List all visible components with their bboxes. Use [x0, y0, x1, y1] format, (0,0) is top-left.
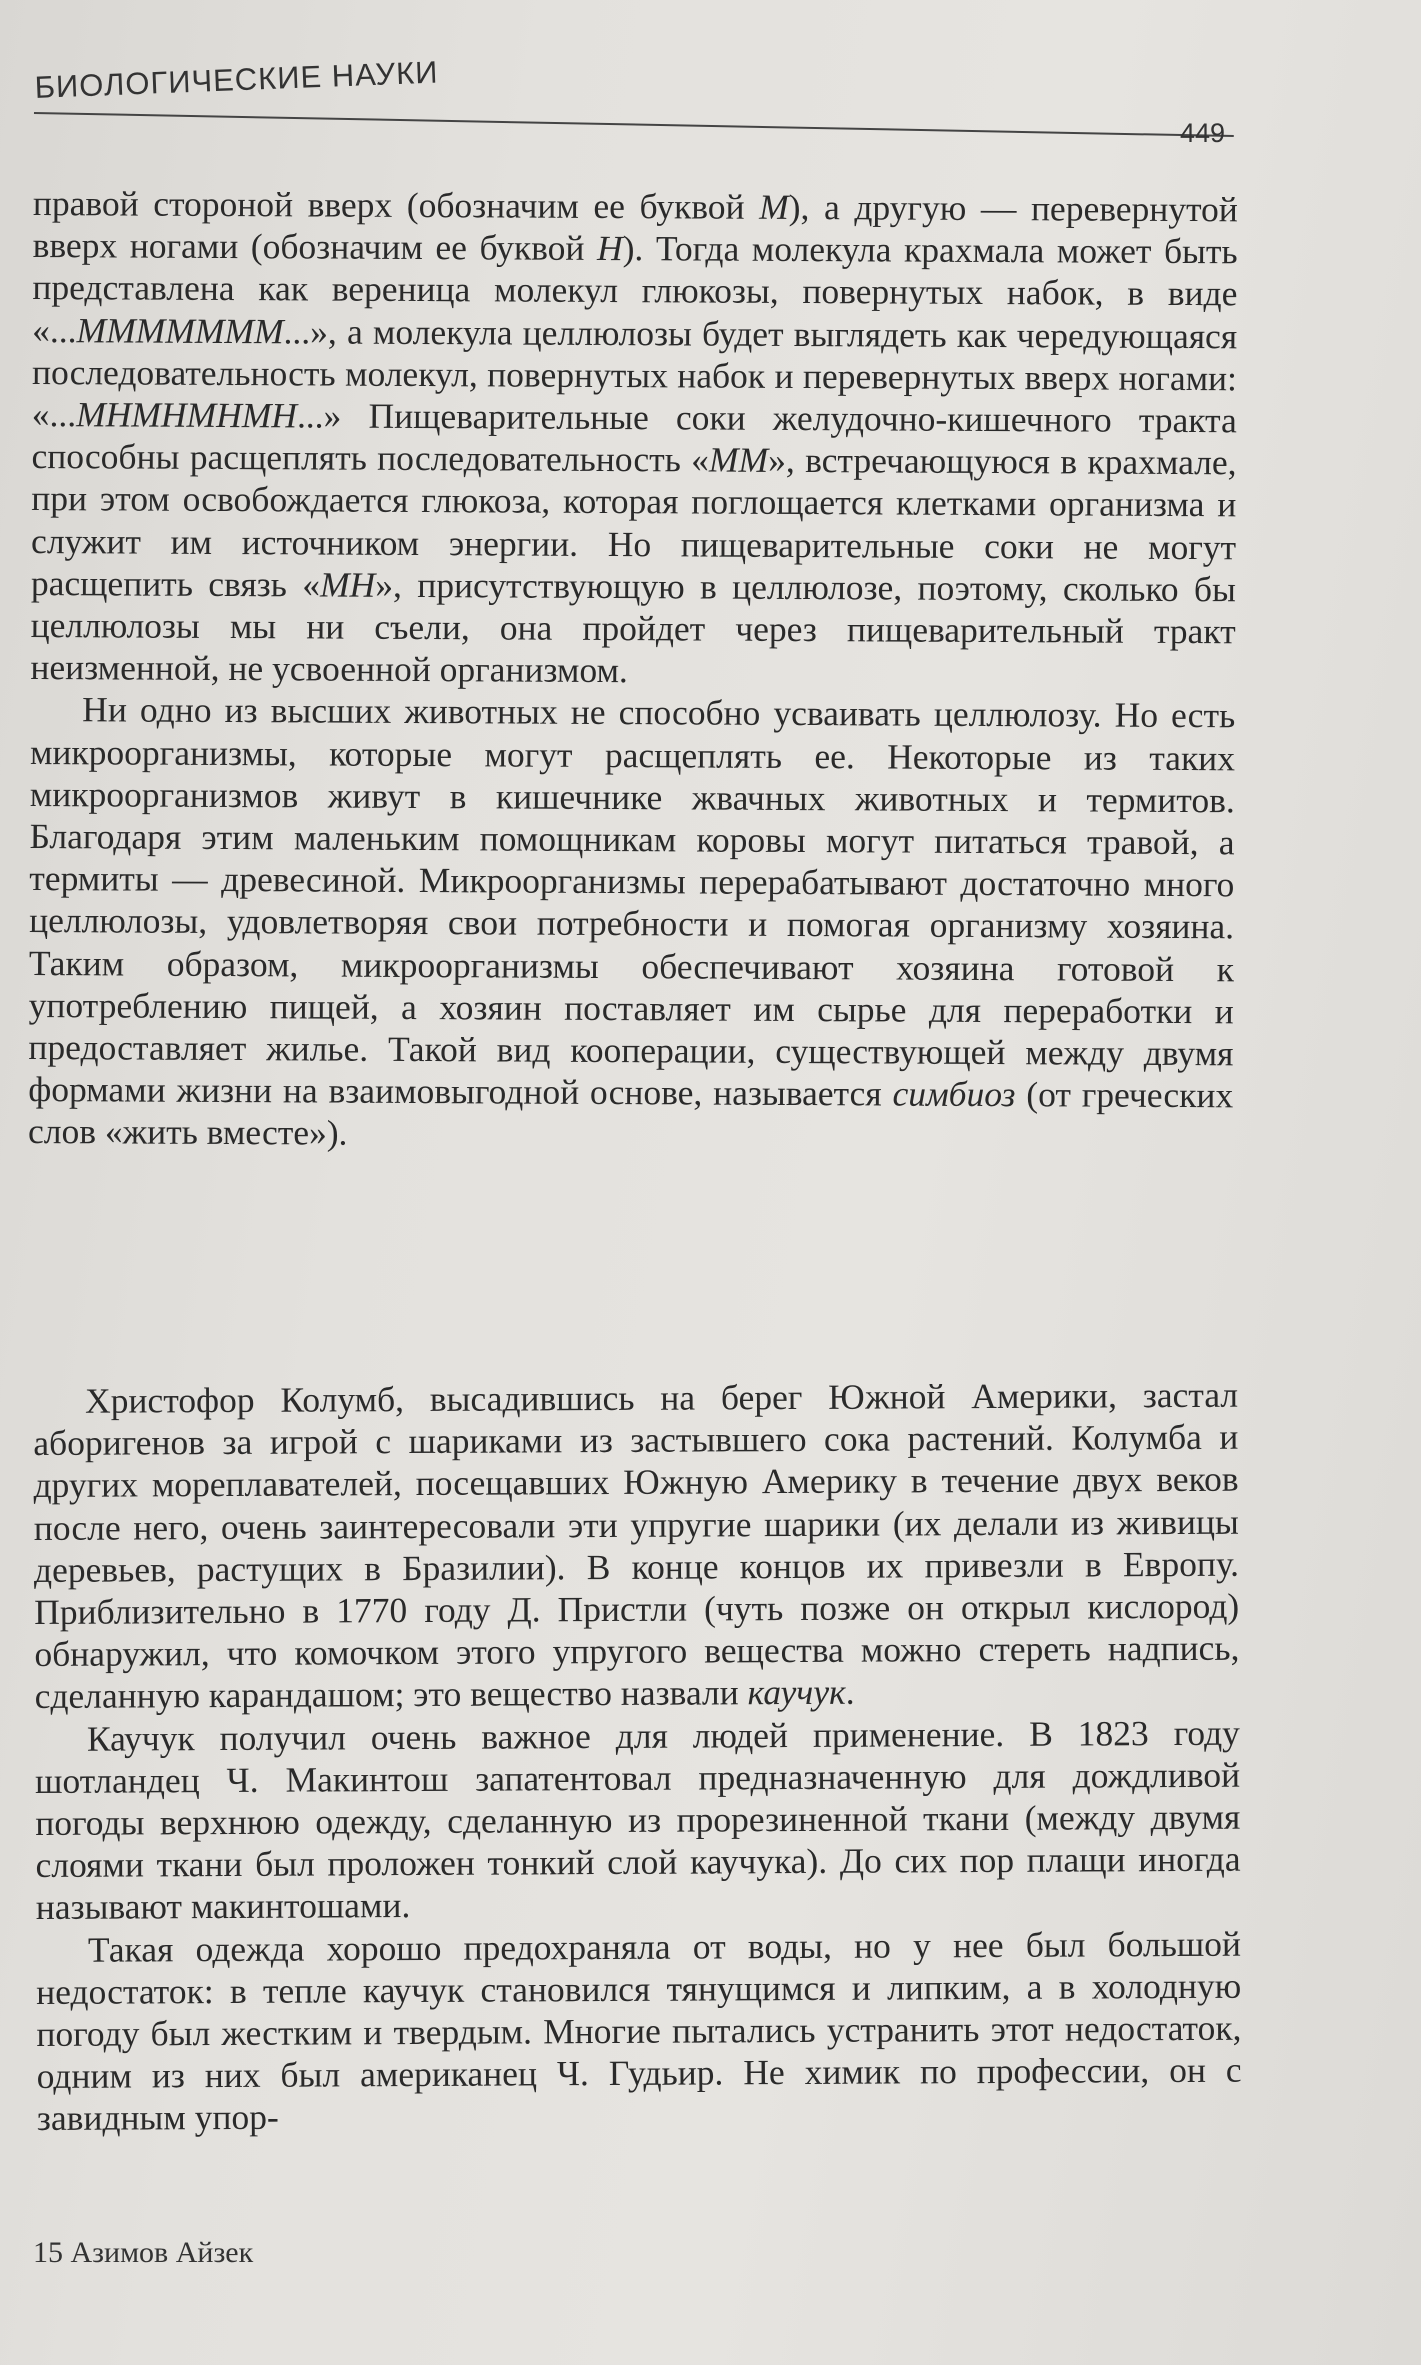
paragraph: Христофор Колумб, высадившись на берег Южной Америки, застал аборигенов за игрой с шариками из застывшего сока растений. Колумба и других мореплавателей, посещавших Южную Америку в течение двух веков после него, очень заинтересовали эти упругие шарики (их делали из живицы деревьев, растущих в Бразилии). В конце концов их привезли в Европу. Приблизительно в 1770 году Д. Пристли (чуть позже он открыл кислород) обнаружил, что комочком этого упругого вещества можно стереть надпись, сделанную карандашом; это вещество назвали каучук. — [33, 1374, 1240, 1717]
page-number: 449 — [1180, 118, 1226, 148]
paragraph: Ни одно из высших животных не способно усваивать целлюлозу. Но есть микроорганизмы, которые могут расщеплять ее. Некоторые из таких микроорганизмов живут в кишечнике жвачных животных и термитов. Благодаря этим маленьким помощникам коровы могут питаться травой, а термиты — древесиной. Микроорганизмы перерабатывают достаточно много целлюлозы, удовлетворяя свои потребности и помогая организму хозяина. Таким образом, микроорганизмы обеспечивают хозяина готовой к употреблению пищей, а хозяин поставляет им сырье для переработки и предоставляет жилье. Такой вид кооперации, существующей между двумя формами жизни на взаимовыгодной основе, называется симбиоз (от греческих слов «жить вместе»). — [27, 689, 1236, 1154]
paragraph: Каучук получил очень важное для людей применение. В 1823 году шотландец Ч. Макинтош запатентовал предназначенную для дождливой погоды верхнюю одежду, сделанную из прорезиненной ткани (между двумя слоями ткани был проложен тонкий слой каучука). До сих пор плащи иногда называют макинтошами. — [34, 1712, 1241, 1928]
signature-mark: 15 Азимов Айзек — [33, 2236, 254, 2269]
section-rubber — [33, 1374, 1242, 2140]
paragraph: правой стороной вверх (обозначим ее буквой М), а другую — перевернутой вверх ногами (обозначим ее буквой Н). Тогда молекула крахмала может быть представлена как вереница молекул глюкозы, повернутых набок, в виде «...МММММММ...», а молекула целлюлозы будет выглядеть как чередующаяся последовательность молекул, повернутых набок и перевернутых вверх ногами: «...МНМНМНМН...» Пищеварительные соки желудочно-кишечного тракта способны расщеплять последовательность «ММ», встречающуюся в крахмале, при этом освобождается глюкоза, которая поглощается клетками организма и служит им источником энергии. Но пищеварительные соки не могут расщепить связь «МН», присутствующую в целлюлозе, поэтому, сколько бы целлюлозы мы ни съели, она пройдет через пищеварительный тракт неизменной, не усвоенной организмом. — [30, 182, 1238, 691]
section-cellulose — [28, 182, 1238, 1159]
running-title: БИОЛОГИЧЕСКИЕ НАУКИ — [34, 54, 440, 105]
header-rule — [34, 112, 1234, 137]
paragraph: Такая одежда хорошо предохраняла от воды, но у нее был большой недостаток: в тепле каучук становился тянущимся и липким, а в холодную погоду был жестким и твердым. Многие пытались устранить этот недостаток, одним из них был американец Ч. Гудьир. Не химик по профессии, он с завидным упор- — [36, 1923, 1242, 2139]
